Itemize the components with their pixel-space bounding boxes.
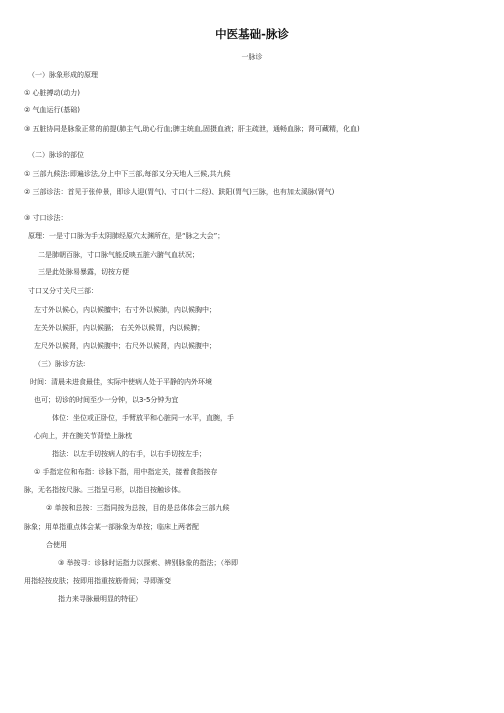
document-title: 中医基础-脉诊	[215, 27, 289, 41]
section-heading-1: （一）脉象形成的原理	[28, 71, 98, 79]
text-line: 指法：以左手切按病人的右手，以右手切按左手；	[52, 450, 206, 458]
text-line: 合使用	[46, 541, 67, 549]
section-heading-2: （二）脉诊的部位	[28, 151, 84, 159]
list-item: 脉，无名指按尺脉。三指呈弓形，以指目按触诊体。	[24, 486, 185, 494]
text-line: 寸口又分寸关尺三部：	[28, 287, 98, 295]
list-item: ③ 五脏协同是脉象正常的前提(肺主气,助心行血;脾主统血,固摄血液；肝主疏泄，通畅血脉；肾可藏精，化血)	[24, 125, 360, 133]
text-line: 指力来寻脉最明显的特征）	[58, 595, 142, 603]
text-line: ③ 举按寻：诊脉时运指力以探索、辨别脉象的指法；（举即	[58, 559, 238, 567]
text-line: 左寸外以候心，内以候膻中；右寸外以候肺，内以候胸中；	[34, 306, 216, 314]
list-item: ② 三部诊法：首见于张仲景，即诊人迎(胃气)、寸口(十二经)、趺阳(胃气)三脉，也有加太溪脉(肾气)	[24, 188, 335, 196]
list-item: ① 心脏搏动(动力)	[24, 89, 80, 97]
text-line: ② 单按和总按：三指同按为总按，目的是总体体会三部九候	[46, 504, 230, 512]
text-line: 左尺外以候肾，内以候腹中；右尺外以候肾，内以候腹中；	[34, 342, 216, 350]
section-heading-3: 时间：清晨未进食最佳，实际中使病人处于平静的内外环境	[30, 378, 212, 386]
text-line: 也可；切诊的时间至少一分钟，以3-5分钟为宜	[34, 396, 179, 404]
list-item: ③ 寸口诊法：	[24, 214, 68, 222]
text-line: ① 手指定位和布指：诊脉下指，用中指定关，接着食指按存	[34, 468, 218, 476]
list-item: ② 气血运行(基础)	[24, 106, 80, 114]
list-item: 用指轻按皮肤；按即用指重按筋骨间；寻即渐变	[24, 577, 171, 585]
text-line: 二是肺朝百脉，寸口脉气能反映五脏六腑气血状况；	[38, 251, 199, 259]
text-line: 原理：一是寸口脉为手太阴肺经原穴太渊所在，是“脉之大会”；	[28, 232, 225, 240]
text-line: （三）脉诊方法:	[34, 360, 86, 368]
text-line: 体位：坐位或正卧位，手臂放平和心脏同一水平，直腕，手	[52, 414, 234, 422]
section-heading: 一脉诊	[241, 53, 263, 61]
list-item: ① 三部九候法:即遍诊法,分上中下三部,每部又分天地人三候,共九候	[24, 170, 231, 178]
text-line: 左关外以候肝，内以候膈； 右关外以候胃，内以候脾；	[34, 324, 205, 332]
text-line: 心向上，并在腕关节背垫上脉枕	[34, 432, 132, 440]
text-line: 三是此处脉易暴露，切按方便	[38, 268, 129, 276]
list-item: 脉象；用单指重点体会某一部脉象为单按；临床上两者配	[24, 523, 199, 531]
